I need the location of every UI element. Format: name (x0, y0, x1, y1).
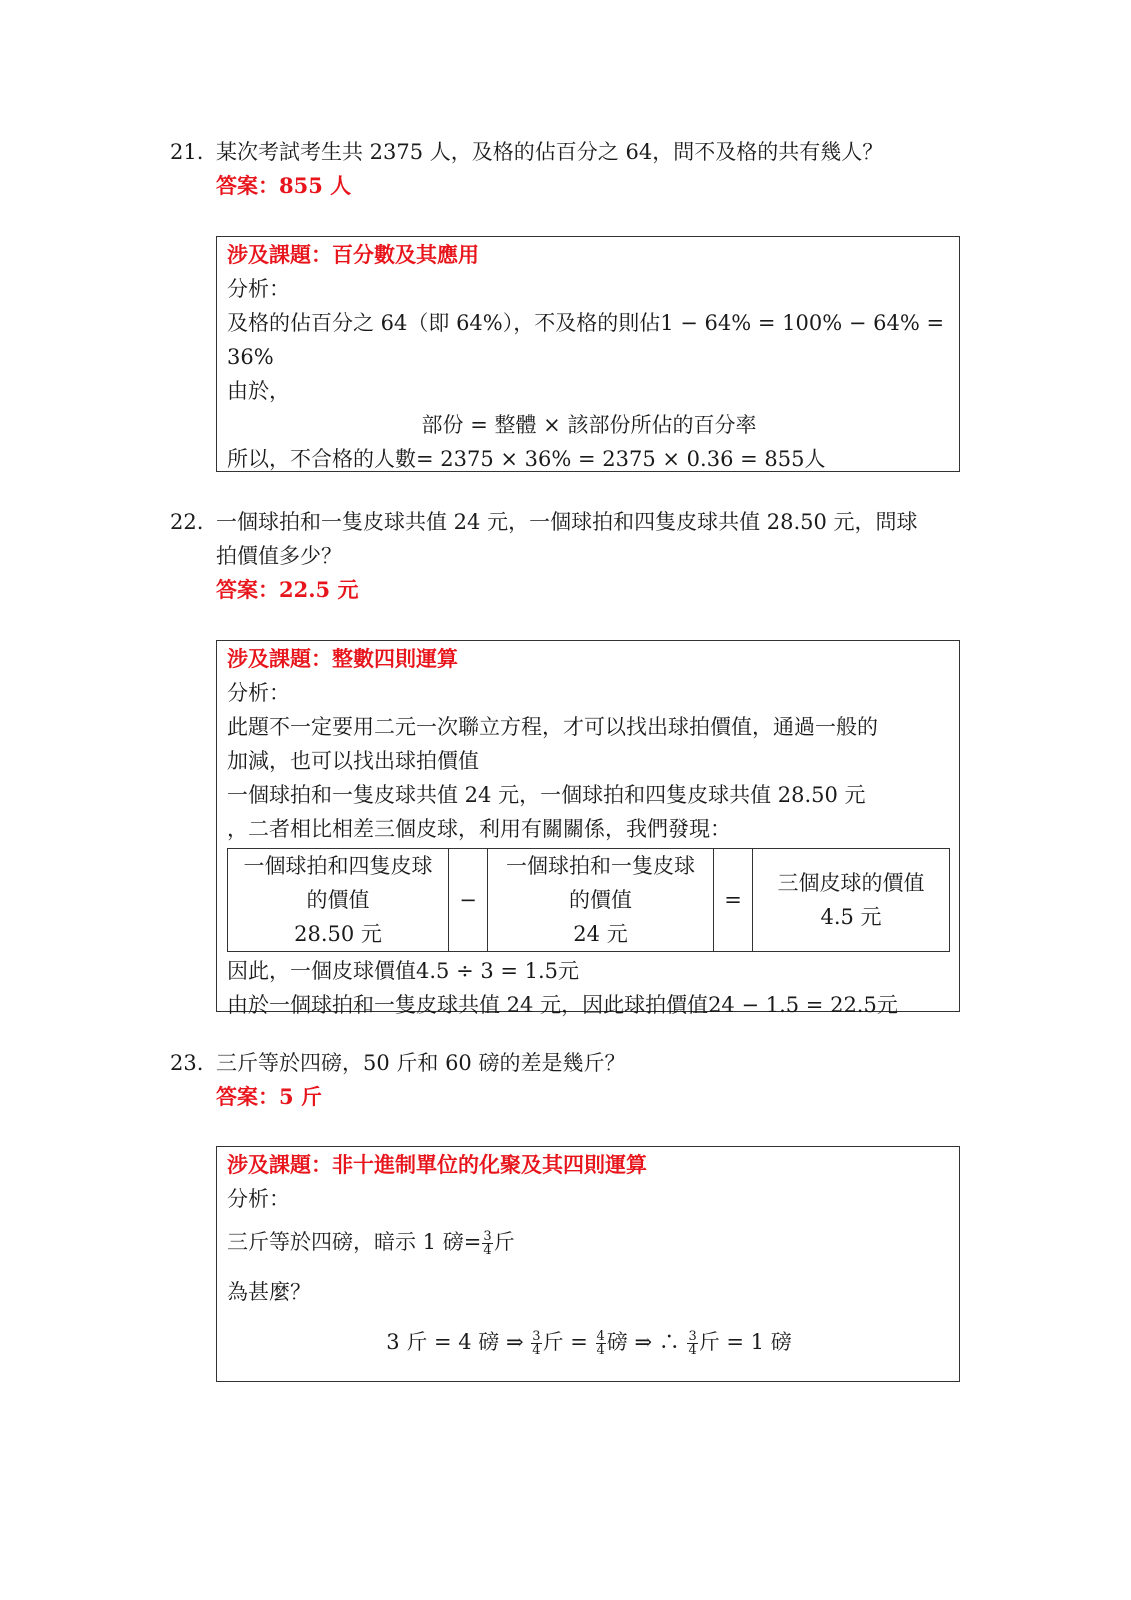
question-number: 23. (170, 1051, 204, 1075)
question-text-line: 一個球拍和一隻皮球共值 24 元，一個球拍和四隻皮球共值 28.50 元，問球 (216, 510, 918, 534)
topic-heading: 涉及課題：百分數及其應用 (227, 242, 479, 267)
analysis-label: 分析： (227, 681, 290, 705)
cell-text: 4.5 元 (820, 905, 882, 929)
fraction (482, 1230, 492, 1257)
answer: 答案：22.5 元 (216, 577, 359, 602)
hint-text: 三斤等於四磅，暗示 1 磅= (227, 1230, 482, 1254)
denominator: 4 (483, 1243, 492, 1258)
question-text-line: 某次考試考生共 2375 人，及格的佔百分之 64，問不及格的共有幾人？ (216, 140, 884, 164)
denominator: 4 (688, 1343, 697, 1358)
eq-text: 斤 = 1 磅 (698, 1330, 792, 1354)
cell-text: 的價值 (569, 888, 632, 912)
fraction (596, 1330, 606, 1357)
comparison-table (227, 848, 950, 952)
denominator: 4 (596, 1343, 605, 1358)
analysis-line: 由於一個球拍和一隻皮球共值 24 元，因此球拍價值24 − 1.5 = 22.5元 (227, 993, 898, 1017)
question-text (216, 1046, 956, 1080)
analysis-label: 分析： (227, 277, 290, 301)
why-line: 為甚麼？ (227, 1280, 311, 1304)
question-text (216, 505, 956, 573)
equation-line (227, 1316, 951, 1368)
table-cell-one-ball (488, 849, 714, 952)
analysis-line: 由於， (227, 379, 290, 403)
analysis-line: ，二者相比相差三個皮球，利用有關關係，我們發現： (227, 817, 731, 841)
eq-text: 3 斤 = 4 磅 ⇒ (386, 1330, 524, 1354)
analysis-label: 分析： (227, 1187, 290, 1211)
analysis-line: 一個球拍和一隻皮球共值 24 元，一個球拍和四隻皮球共值 28.50 元 (227, 783, 866, 807)
hint-text: 斤 (493, 1230, 515, 1254)
analysis-box (216, 236, 960, 472)
cell-text: 一個球拍和一隻皮球 (506, 854, 695, 878)
numerator: 4 (596, 1329, 605, 1344)
minus-sign: − (449, 849, 488, 952)
table-cell-four-balls (228, 849, 449, 952)
eq-text: 磅 ⇒ ∴ (606, 1330, 680, 1354)
table-cell-three-balls (753, 849, 950, 952)
question-text-line: 三斤等於四磅，50 斤和 60 磅的差是幾斤？ (216, 1051, 626, 1075)
fraction (531, 1330, 541, 1357)
analysis-box (216, 640, 960, 1017)
analysis-line: 因此，一個皮球價值4.5 ÷ 3 = 1.5元 (227, 959, 580, 983)
analysis-line: 及格的佔百分之 64（即 64%），不及格的則佔1 − 64% = 100% − 64% = (227, 311, 945, 335)
numerator: 3 (483, 1229, 492, 1244)
question-text-line: 拍價值多少？ (216, 544, 342, 568)
cell-text: 三個皮球的價值 (777, 871, 925, 895)
topic-heading: 涉及課題：整數四則運算 (227, 646, 458, 671)
cell-text: 28.50 元 (294, 922, 382, 946)
equals-sign: = (714, 849, 753, 952)
analysis-box (216, 1146, 960, 1382)
answer: 答案：5 斤 (216, 1084, 322, 1109)
analysis-line: 36% (227, 345, 274, 369)
denominator: 4 (532, 1343, 541, 1358)
numerator: 3 (532, 1329, 541, 1344)
analysis-line: 此題不一定要用二元一次聯立方程，才可以找出球拍價值，通過一般的 (227, 715, 878, 739)
eq-text: 斤 = (542, 1330, 588, 1354)
cell-text: 24 元 (573, 922, 628, 946)
question-number: 21. (170, 140, 204, 164)
cell-text: 的價值 (306, 888, 370, 912)
hint-line (227, 1216, 951, 1268)
topic-heading: 涉及課題：非十進制單位的化聚及其四則運算 (227, 1152, 647, 1177)
question-number: 22. (170, 510, 204, 534)
question-text (216, 135, 956, 169)
fraction (687, 1330, 697, 1357)
analysis-line: 所以，不合格的人數= 2375 × 36% = 2375 × 0.36 = 855人 (227, 447, 826, 471)
formula-line: 部份 = 整體 × 該部份所佔的百分率 (421, 413, 757, 437)
analysis-line: 加減，也可以找出球拍價值 (227, 749, 479, 773)
answer: 答案：855 人 (216, 173, 352, 198)
numerator: 3 (688, 1329, 697, 1344)
cell-text: 一個球拍和四隻皮球 (243, 854, 433, 878)
